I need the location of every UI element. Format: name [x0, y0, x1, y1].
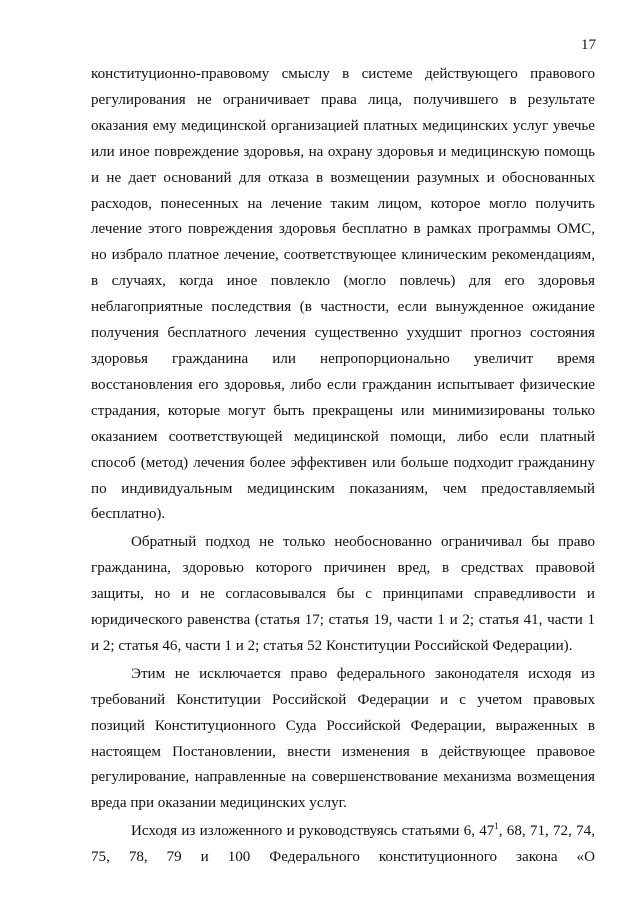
paragraph-4-text-start: Исходя из изложенного и руководствуясь статьями 6, 47: [131, 823, 495, 840]
document-body: [91, 62, 595, 871]
paragraph-2: Обратный подход не только необоснованно ограничивал бы право гражданина, здоровью которого причинен вред, в средствах правовой защиты, но и не согласовывался бы с принципами справедливости и юридического равенства (статья 17; статья 19, части 1 и 2; статья 41, части 1 и 2; статья 46, части 1 и 2; статья 52 Конституции Российской Федерации).: [91, 534, 595, 654]
page-number: 17: [581, 37, 596, 53]
article-superscript: 1: [494, 821, 499, 832]
paragraph-4-text-end: , 68, 71, 72, 74, 75, 78, 79 и 100 Федерального конституционного закона «О: [91, 823, 595, 866]
paragraph-1: конституционно-правовому смыслу в системе действующего правового регулирования не ограничивает права лица, получившего в результате оказания ему медицинской организацией платных медицинских услуг увечье или иное повреждение здоровья, на охрану здоровья и медицинскую помощь и не дает оснований для отказа в возмещении разумных и обоснованных расходов, понесенных на лечение таким лицом, которое могло получить лечение этого повреждения здоровья бесплатно в рамках программы ОМС, но избрало платное лечение, соответствующее клиническим рекомендациям, в случаях, когда иное повлекло (могло повлечь) для его здоровья неблагоприятные последствия (в частности, если вынужденное ожидание получения бесплатного лечения существенно ухудшит прогноз состояния здоровья гражданина или непропорционально увеличит время восстановления его здоровья, либо если гражданин испытывает физические страдания, которые могут быть прекращены или минимизированы только оказанием соответствующей медицинской помощи, либо если платный способ (метод) лечения более эффективен или больше подходит гражданину по индивидуальным медицинским показаниям, чем предоставляемый бесплатно).: [91, 66, 595, 523]
paragraph-4: [91, 819, 595, 871]
paragraph-3: Этим не исключается право федерального законодателя исходя из требований Конституции Российской Федерации и с учетом правовых позиций Конституционного Суда Российской Федерации, выраженных в настоящем Постановлении, внести изменения в действующее правовое регулирование, направленные на совершенствование механизма возмещения вреда при оказании медицинских услуг.: [91, 665, 595, 812]
